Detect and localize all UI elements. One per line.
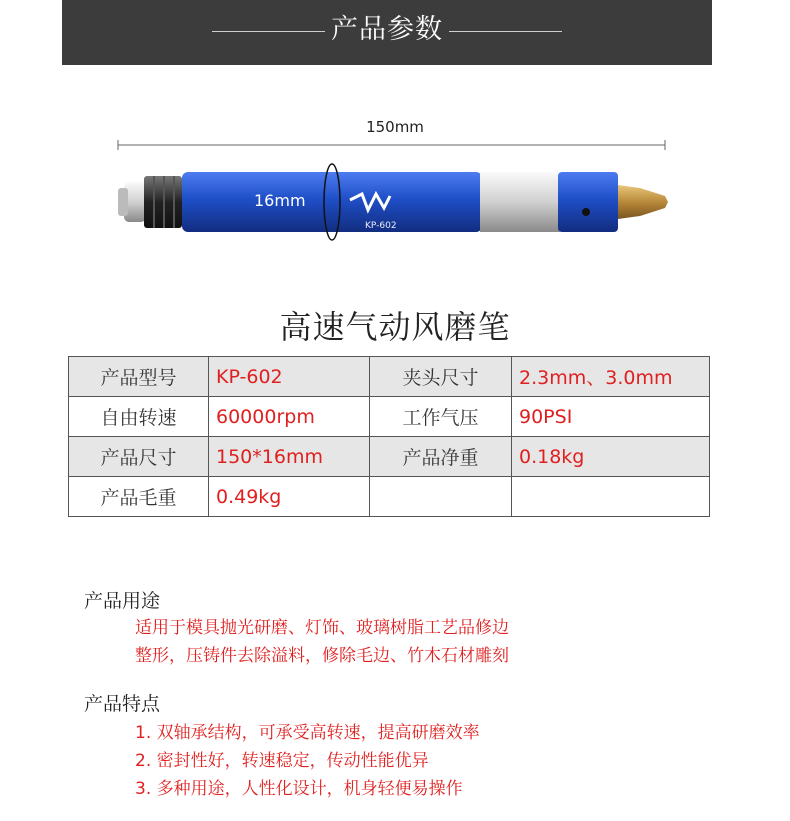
- spec-label: 产品尺寸: [69, 437, 209, 477]
- header-title-text: 产品参数: [325, 14, 449, 45]
- features-title: 产品特点: [84, 693, 161, 715]
- spec-label: 工作气压: [370, 397, 512, 437]
- spec-value: 0.18kg: [512, 437, 710, 477]
- feature-item: 1. 双轴承结构，可承受高转速，提高研磨效率: [135, 723, 480, 743]
- diameter-label: 16mm: [254, 191, 306, 210]
- tool-brass-tip: [618, 185, 668, 219]
- table-row: [69, 397, 710, 437]
- length-label: 150mm: [366, 118, 424, 136]
- table-row: [69, 357, 710, 397]
- tool-knurl-section: [480, 172, 560, 232]
- usage-line: 整形，压铸件去除溢料，修除毛边、竹木石材雕刻: [135, 646, 509, 666]
- header-title: [62, 10, 712, 50]
- spec-label: 夹头尺寸: [370, 357, 512, 397]
- spec-value: 150*16mm: [209, 437, 370, 477]
- spec-label: [370, 477, 512, 517]
- spec-label: 自由转速: [69, 397, 209, 437]
- tool-logo-text: KP-602: [365, 221, 397, 231]
- product-title: 高速气动风磨笔: [279, 308, 511, 346]
- feature-item: 3. 多种用途，人性化设计，机身轻便易操作: [135, 779, 463, 799]
- table-row: [69, 477, 710, 517]
- header-bar: [62, 0, 712, 65]
- feature-item: 2. 密封性好，转速稳定，传动性能优异: [135, 751, 429, 771]
- spec-value: 2.3mm、3.0mm: [512, 357, 710, 397]
- spec-label: 产品毛重: [69, 477, 209, 517]
- spec-value: KP-602: [209, 357, 370, 397]
- usage-text: [135, 614, 509, 670]
- usage-title: 产品用途: [84, 590, 161, 612]
- table-row: [69, 437, 710, 477]
- spec-label: 产品净重: [370, 437, 512, 477]
- spec-value: 60000rpm: [209, 397, 370, 437]
- spec-value: 0.49kg: [209, 477, 370, 517]
- tool-blue-body: [182, 172, 482, 232]
- spec-value: [512, 477, 710, 517]
- spec-value: 90PSI: [512, 397, 710, 437]
- usage-line: 适用于模具抛光研磨、灯饰、玻璃树脂工艺品修边: [135, 618, 509, 638]
- spec-table: [68, 356, 710, 517]
- features-list: [135, 719, 480, 803]
- tool-nose: [558, 172, 618, 232]
- spec-label: 产品型号: [69, 357, 209, 397]
